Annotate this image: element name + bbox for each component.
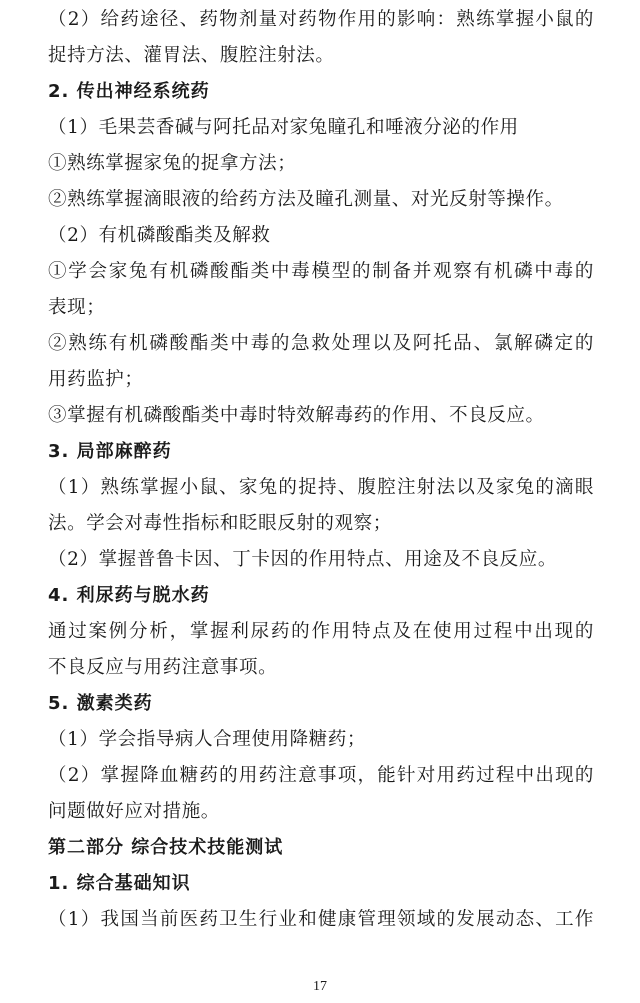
section-heading: 2. 传出神经系统药 (48, 81, 210, 102)
section-heading: 5. 激素类药 (48, 693, 153, 714)
para-line: （1）我国当前医药卫生行业和健康管理领域的发展动态、工作 (48, 909, 594, 930)
para-line: （2）掌握降血糖药的用药注意事项，能针对用药过程中出现的 (48, 765, 594, 786)
para-line: 不良反应与用药注意事项。 (48, 657, 278, 678)
para-line: ③掌握有机磷酸酯类中毒时特效解毒药的作用、不良反应。 (48, 405, 545, 426)
para-line: ①熟练掌握家兔的捉拿方法； (48, 153, 297, 174)
para-line: （2）掌握普鲁卡因、丁卡因的作用特点、用途及不良反应。 (48, 549, 557, 570)
para-line: 用药监护； (48, 369, 144, 390)
part-heading: 第二部分 综合技术技能测试 (48, 837, 284, 858)
section-heading: 1. 综合基础知识 (48, 873, 191, 894)
para-line: ②熟练有机磷酸酯类中毒的急救处理以及阿托品、氯解磷定的 (48, 333, 594, 354)
para-line: 法。学会对毒性指标和眨眼反射的观察； (48, 513, 392, 534)
section-heading: 3. 局部麻醉药 (48, 441, 172, 462)
para-line: （1）学会指导病人合理使用降糖药； (48, 729, 366, 750)
para-line: （2）有机磷酸酯类及解救 (48, 225, 271, 246)
page-number: 17 (313, 979, 327, 994)
para-line: （1）熟练掌握小鼠、家兔的捉持、腹腔注射法以及家兔的滴眼 (48, 477, 594, 498)
para-line: 通过案例分析，掌握利尿药的作用特点及在使用过程中出现的 (48, 621, 594, 642)
para-line: （2）给药途径、药物剂量对药物作用的影响：熟练掌握小鼠的 (48, 9, 594, 30)
para-line: ②熟练掌握滴眼液的给药方法及瞳孔测量、对光反射等操作。 (48, 189, 564, 210)
para-line: 问题做好应对措施。 (48, 801, 220, 822)
para-line: 捉持方法、灌胃法、腹腔注射法。 (48, 45, 335, 66)
para-line: 表现； (48, 297, 106, 318)
section-heading: 4. 利尿药与脱水药 (48, 585, 210, 606)
para-line: ①学会家兔有机磷酸酯类中毒模型的制备并观察有机磷中毒的 (48, 261, 594, 282)
para-line: （1）毛果芸香碱与阿托品对家兔瞳孔和唾液分泌的作用 (48, 117, 519, 138)
